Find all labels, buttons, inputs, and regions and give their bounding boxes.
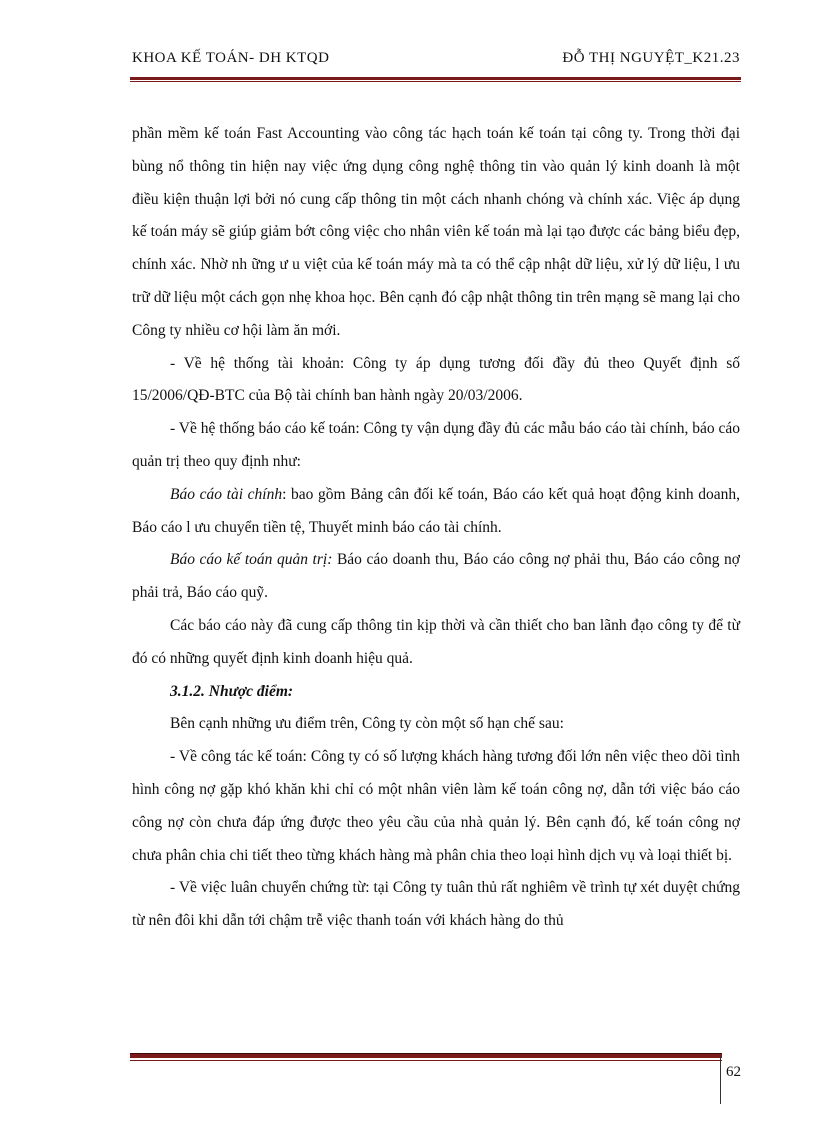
header-left: KHOA KẾ TOÁN- DH KTQD: [132, 50, 330, 66]
footer-rule: [130, 1053, 722, 1058]
paragraph-9: - Về việc luân chuyển chứng từ: tại Công ty tuân thủ rất nghiêm về trình tự xét duyệt chứng từ nên đôi khi dẫn tới chậm trễ việc thanh toán với khách hàng do thủ: [132, 879, 740, 930]
header-rule: [130, 77, 741, 82]
page-body: [132, 118, 740, 938]
paragraph-5: [132, 544, 740, 610]
page-number: 62: [726, 1064, 741, 1080]
paragraph-7: Bên cạnh những ưu điểm trên, Công ty còn một số hạn chế sau:: [170, 715, 564, 733]
footer-rule-thin: [130, 1060, 722, 1061]
management-report-label: Báo cáo kế toán quản trị:: [170, 551, 333, 569]
paragraph-2: - Về hệ thống tài khoản: Công ty áp dụng tương đối đầy đủ theo Quyết định số 15/2006/QĐ-BTC của Bộ tài chính ban hành ngày 20/03/2006.: [132, 354, 740, 405]
management-report-text: Báo cáo doanh thu, Báo cáo công nợ phải thu, Báo cáo công nợ phải trả, Báo cáo quỹ.: [132, 551, 740, 602]
footer-divider: [720, 1056, 721, 1104]
paragraph-1: phần mềm kế toán Fast Accounting vào công tác hạch toán kế toán tại công ty. Trong thời đại bùng nổ thông tin hiện nay việc ứng dụng công nghệ thông tin vào quản lý kinh doanh là một điều kiện thuận lợi bởi nó cung cấp thông tin một cách nhanh chóng và chính xác. Việc áp dụng kế toán máy sẽ giúp giảm bớt công việc cho nhân viên kế toán mà lại tạo được các bảng biểu đẹp, chính xác. Nhờ nh ững ư u việt của kế toán máy mà ta có thể cập nhật dữ liệu, xử lý dữ liệu, l ưu trữ dữ liệu một cách gọn nhẹ khoa học. Bên cạnh đó cập nhật thông tin trên mạng sẽ mang lại cho Công ty nhiều cơ hội làm ăn mới.: [132, 125, 740, 339]
paragraph-6: Các báo cáo này đã cung cấp thông tin kịp thời và cần thiết cho ban lãnh đạo công ty để từ đó có những quyết định kinh doanh hiệu quả.: [132, 616, 740, 667]
page-header: [132, 50, 740, 74]
paragraph-4: [132, 479, 740, 545]
paragraph-8: - Về công tác kế toán: Công ty có số lượng khách hàng tương đối lớn nên việc theo dõi tình hình công nợ gặp khó khăn khi chỉ có một nhân viên làm kế toán công nợ, dẫn tới việc báo cáo công nợ còn chưa đáp ứng được theo yêu cầu của nhà quản lý. Bên cạnh đó, kế toán công nợ chưa phân chia chi tiết theo từng khách hàng mà phân chia theo loại hình dịch vụ và loại thiết bị.: [132, 748, 740, 864]
section-heading: 3.1.2. Nhược điểm:: [170, 682, 294, 700]
header-right: ĐỖ THỊ NGUYỆT_K21.23: [562, 50, 740, 66]
financial-report-text: : bao gồm Bảng cân đối kế toán, Báo cáo kết quả hoạt động kinh doanh, Báo cáo l ưu chuyển tiền tệ, Thuyết minh báo cáo tài chính.: [132, 485, 740, 536]
financial-report-label: Báo cáo tài chính: [170, 485, 283, 503]
paragraph-3: - Về hệ thống báo cáo kế toán: Công ty vận dụng đầy đủ các mẫu báo cáo tài chính, báo cáo quản trị theo quy định như:: [132, 420, 740, 470]
